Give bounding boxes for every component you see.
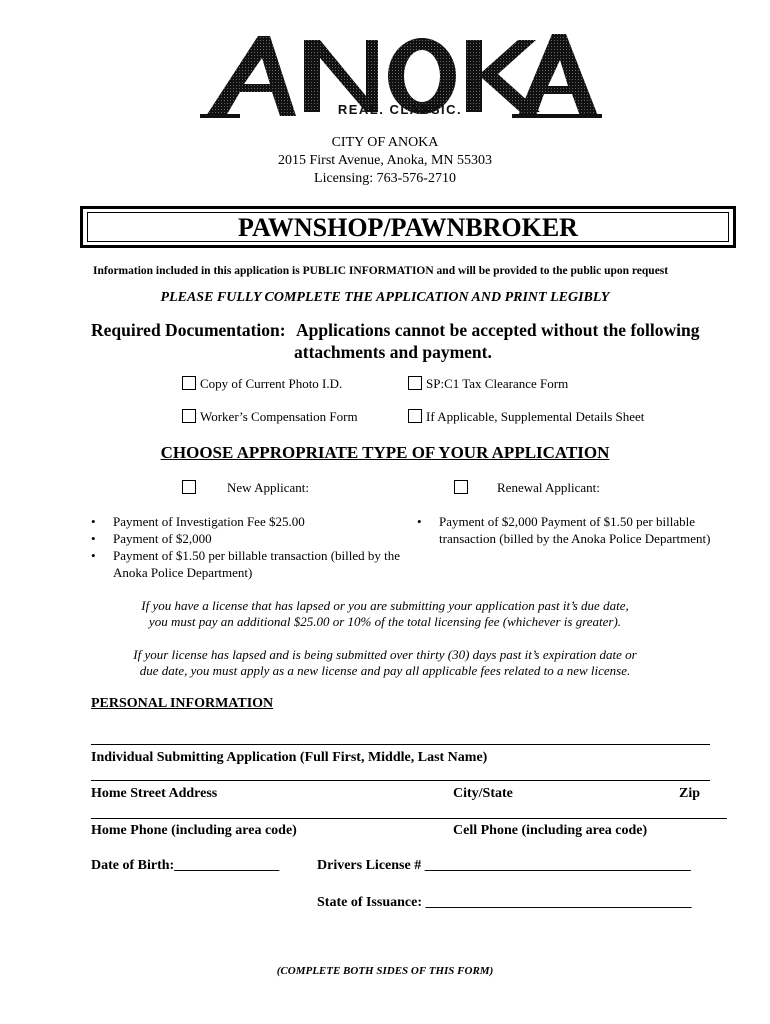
thirty-day-note-line-2: due date, you must apply as a new license and pay all applicable fees related to a new license. bbox=[139, 663, 631, 678]
list-item bbox=[91, 530, 411, 547]
page-title: PAWNSHOP/PAWNBROKER bbox=[238, 213, 578, 242]
home-address-field[interactable] bbox=[91, 780, 710, 781]
new-applicant-checkbox[interactable] bbox=[182, 480, 196, 494]
payment-text: Payment of Investigation Fee $25.00 bbox=[113, 514, 305, 529]
photo-id-checkbox[interactable] bbox=[182, 376, 196, 390]
payment-text: Payment of $2,000 Payment of $1.50 per billable transaction (billed by the Anoka Police Department) bbox=[439, 514, 711, 546]
individual-name-field[interactable] bbox=[91, 744, 710, 745]
required-documentation-text-2: attachments and payment. bbox=[294, 342, 492, 362]
tax-clearance-checkbox[interactable] bbox=[408, 376, 422, 390]
licensing-phone: Licensing: 763-576-2710 bbox=[314, 171, 456, 186]
required-documentation-label: Required Documentation: bbox=[91, 320, 286, 340]
lapsed-note-line-2: you must pay an additional $25.00 or 10% of the total licensing fee (whichever is greater). bbox=[148, 614, 622, 629]
zip-label: Zip bbox=[679, 786, 701, 801]
personal-information-heading: PERSONAL INFORMATION bbox=[91, 696, 274, 711]
workers-comp-label: Worker’s Compensation Form bbox=[200, 409, 358, 424]
city-state-label: City/State bbox=[453, 786, 513, 801]
choose-application-type-heading: CHOOSE APPROPRIATE TYPE OF YOUR APPLICATION bbox=[160, 443, 610, 462]
photo-id-label: Copy of Current Photo I.D. bbox=[200, 376, 343, 391]
supplemental-details-label: If Applicable, Supplemental Details Sheet bbox=[426, 409, 645, 424]
drivers-license-field[interactable]: Drivers License # ______________________________________ bbox=[317, 858, 691, 873]
public-info-notice: Information included in this application is PUBLIC INFORMATION and will be provided to the public upon request bbox=[93, 265, 669, 277]
payment-text: Payment of $2,000 bbox=[113, 531, 212, 546]
state-of-issuance-field[interactable]: State of Issuance: ______________________________________ bbox=[317, 895, 692, 910]
new-applicant-label: New Applicant: bbox=[227, 480, 309, 495]
city-name: CITY OF ANOKA bbox=[331, 135, 439, 150]
list-item bbox=[91, 547, 411, 581]
thirty-day-note-line-1: If your license has lapsed and is being submitted over thirty (30) days past it’s expiration date or bbox=[133, 647, 637, 662]
list-item bbox=[417, 513, 737, 547]
anoka-logo bbox=[200, 28, 602, 124]
payment-text: Payment of $1.50 per billable transaction (billed by the Anoka Police Department) bbox=[113, 548, 401, 580]
phone-field[interactable] bbox=[91, 818, 727, 819]
bullet-icon: • bbox=[91, 531, 96, 546]
bullet-icon: • bbox=[91, 548, 96, 563]
anoka-logo-graphic bbox=[200, 28, 602, 124]
required-documentation-text-1: Applications cannot be accepted without the following bbox=[296, 320, 700, 340]
home-street-address-label: Home Street Address bbox=[91, 786, 218, 801]
bullet-icon: • bbox=[417, 514, 422, 529]
list-item bbox=[91, 513, 411, 530]
tax-clearance-label: SP:C1 Tax Clearance Form bbox=[426, 376, 569, 391]
date-of-birth-field[interactable]: Date of Birth:_______________ bbox=[91, 858, 280, 873]
logo-tagline: REAL. CLASSIC. bbox=[337, 102, 463, 117]
individual-name-label: Individual Submitting Application (Full First, Middle, Last Name) bbox=[91, 750, 488, 765]
renewal-applicant-checkbox[interactable] bbox=[454, 480, 468, 494]
supplemental-details-checkbox[interactable] bbox=[408, 409, 422, 423]
workers-comp-checkbox[interactable] bbox=[182, 409, 196, 423]
cell-phone-label: Cell Phone (including area code) bbox=[453, 823, 648, 838]
new-applicant-payments bbox=[91, 513, 411, 581]
city-address: 2015 First Avenue, Anoka, MN 55303 bbox=[277, 153, 492, 168]
renewal-applicant-payments bbox=[417, 513, 737, 547]
lapsed-note-line-1: If you have a license that has lapsed or you are submitting your application past it’s due date, bbox=[141, 598, 629, 613]
complete-both-sides-note: (COMPLETE BOTH SIDES OF THIS FORM) bbox=[276, 965, 494, 977]
print-legibly-notice: PLEASE FULLY COMPLETE THE APPLICATION AND PRINT LEGIBLY bbox=[160, 290, 610, 305]
home-phone-label: Home Phone (including area code) bbox=[91, 823, 297, 838]
renewal-applicant-label: Renewal Applicant: bbox=[497, 480, 600, 495]
bullet-icon: • bbox=[91, 514, 96, 529]
